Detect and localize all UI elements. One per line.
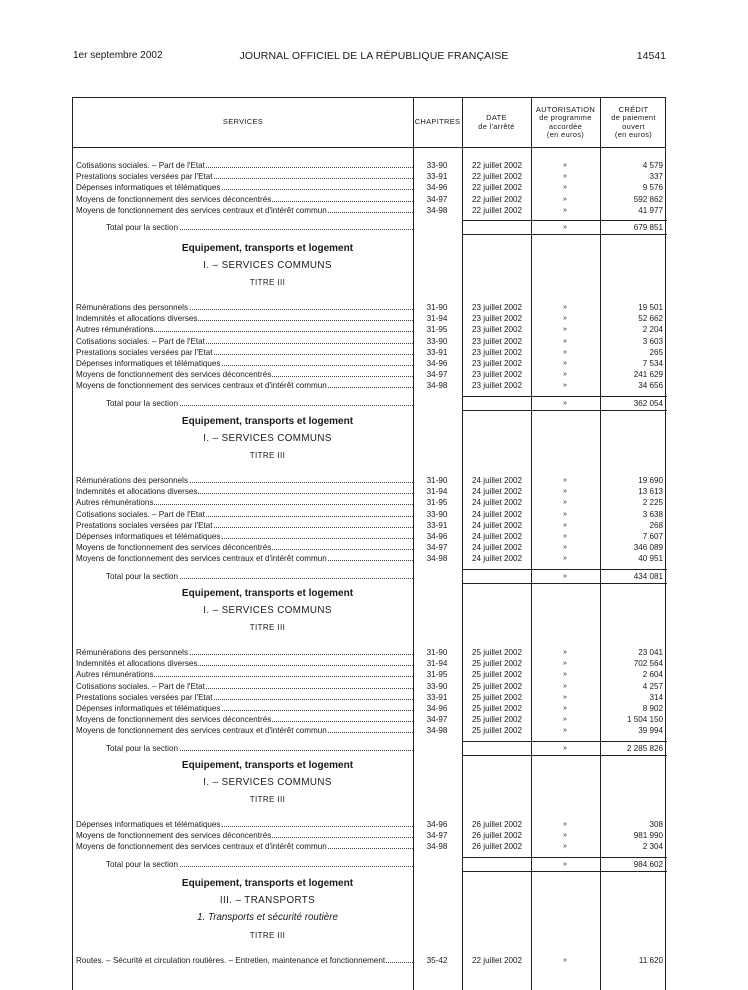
date-cell: 22 juillet 2002 bbox=[472, 172, 522, 182]
col-header-chapitres: CHAPITRES bbox=[414, 117, 461, 127]
chapitre-cell: 34-96 bbox=[426, 359, 448, 368]
chapitre-cell: 31-95 bbox=[426, 670, 448, 680]
table-row bbox=[73, 324, 667, 335]
service-text: Indemnités et allocations diverses bbox=[76, 487, 198, 497]
service-text: Autres rémunérations bbox=[76, 498, 154, 508]
table-row bbox=[73, 486, 667, 497]
autorisation-cell: » bbox=[563, 682, 567, 690]
service-label bbox=[76, 531, 413, 542]
table-row bbox=[73, 358, 667, 369]
service-text: Moyens de fonctionnement des services déconcentrés bbox=[76, 543, 272, 553]
credit-cell: 2 225 bbox=[642, 498, 663, 508]
service-label bbox=[76, 369, 413, 380]
total-row bbox=[73, 743, 667, 754]
service-label bbox=[76, 819, 413, 830]
service-label bbox=[76, 160, 413, 171]
subsection-heading: 1. Transports et sécurité routière bbox=[197, 912, 338, 923]
chapitre-cell: 34-97 bbox=[426, 831, 448, 841]
autorisation-cell: » bbox=[563, 957, 567, 964]
table-row bbox=[73, 182, 667, 193]
col-header-autorisation: AUTORISATION de programme accordée (en euros) bbox=[535, 104, 596, 139]
total-label bbox=[106, 859, 413, 870]
service-label bbox=[76, 194, 413, 205]
autorisation-cell: » bbox=[563, 521, 567, 529]
chapitre-cell: 34-97 bbox=[426, 543, 448, 553]
total-credit-cell: 362 054 bbox=[633, 398, 663, 408]
service-label bbox=[76, 841, 413, 852]
titre-heading: TITRE III bbox=[249, 623, 286, 632]
service-text: Rémunérations des personnels bbox=[76, 476, 189, 485]
table-row bbox=[73, 347, 667, 358]
credit-cell: 7 607 bbox=[642, 532, 663, 541]
titre-heading: TITRE III bbox=[249, 451, 286, 460]
total-text: Total pour la section bbox=[106, 398, 178, 408]
chapitre-cell: 31-94 bbox=[426, 487, 448, 497]
total-rule-bottom bbox=[462, 410, 667, 411]
credit-cell: 337 bbox=[649, 172, 663, 182]
service-label bbox=[76, 692, 413, 703]
date-cell: 25 juillet 2002 bbox=[472, 704, 522, 713]
total-label bbox=[106, 222, 413, 233]
date-cell: 24 juillet 2002 bbox=[472, 487, 522, 497]
credit-cell: 265 bbox=[649, 347, 663, 357]
service-label bbox=[76, 553, 413, 564]
credit-cell: 19 690 bbox=[638, 476, 663, 485]
total-label bbox=[106, 743, 413, 754]
section-heading: III. – TRANSPORTS bbox=[219, 895, 316, 906]
credit-cell: 9 576 bbox=[642, 183, 663, 193]
chapitre-cell: 31-94 bbox=[426, 659, 448, 669]
service-text: Cotisations sociales. – Part de l'Etat bbox=[76, 509, 205, 519]
date-cell: 24 juillet 2002 bbox=[472, 554, 522, 564]
service-label bbox=[76, 509, 413, 520]
header-rule bbox=[73, 147, 665, 148]
table-row bbox=[73, 681, 667, 692]
total-credit-cell: 679 851 bbox=[633, 223, 663, 232]
date-cell: 25 juillet 2002 bbox=[472, 726, 522, 736]
total-rule-top bbox=[462, 741, 667, 742]
credit-cell: 23 041 bbox=[638, 648, 663, 657]
chapitre-cell: 33-90 bbox=[426, 509, 448, 519]
total-autorisation-cell: » bbox=[563, 572, 567, 580]
credit-cell: 13 613 bbox=[638, 487, 663, 497]
autorisation-cell: » bbox=[563, 705, 567, 712]
autorisation-cell: » bbox=[563, 727, 567, 735]
date-cell: 24 juillet 2002 bbox=[472, 532, 522, 541]
service-text: Indemnités et allocations diverses bbox=[76, 314, 198, 324]
chapitre-cell: 34-97 bbox=[426, 194, 448, 204]
table-row bbox=[73, 647, 667, 658]
chapitre-cell: 34-98 bbox=[426, 726, 448, 736]
total-rule-top bbox=[462, 857, 667, 858]
service-label bbox=[76, 955, 413, 966]
credit-cell: 2 204 bbox=[642, 325, 663, 335]
total-autorisation-cell: » bbox=[563, 744, 567, 752]
credit-cell: 1 504 150 bbox=[626, 715, 663, 725]
service-text: Moyens de fonctionnement des services centraux et d'intérêt commun bbox=[76, 205, 327, 215]
chapitre-cell: 34-98 bbox=[426, 554, 448, 564]
service-label bbox=[76, 486, 413, 497]
service-label bbox=[76, 324, 413, 335]
chapitre-cell: 31-95 bbox=[426, 498, 448, 508]
autorisation-cell: » bbox=[563, 173, 567, 181]
service-text: Cotisations sociales. – Part de l'Etat bbox=[76, 161, 205, 170]
chapitre-cell: 31-90 bbox=[426, 648, 448, 657]
date-cell: 25 juillet 2002 bbox=[472, 692, 522, 702]
service-label bbox=[76, 205, 413, 216]
autorisation-cell: » bbox=[563, 195, 567, 203]
total-autorisation-cell: » bbox=[563, 860, 567, 868]
date-cell: 23 juillet 2002 bbox=[472, 381, 522, 391]
chapitre-cell: 33-91 bbox=[426, 692, 448, 702]
credit-cell: 19 501 bbox=[638, 303, 663, 312]
table-row bbox=[73, 205, 667, 216]
credit-cell: 268 bbox=[649, 520, 663, 530]
service-label bbox=[76, 714, 413, 725]
date-cell: 24 juillet 2002 bbox=[472, 520, 522, 530]
service-label bbox=[76, 182, 413, 193]
total-credit-cell: 984 602 bbox=[633, 859, 663, 869]
chapitre-cell: 34-97 bbox=[426, 715, 448, 725]
table-row bbox=[73, 194, 667, 205]
service-label bbox=[76, 475, 413, 486]
col-header-services: SERVICES bbox=[222, 117, 264, 127]
credit-cell: 41 977 bbox=[638, 205, 663, 215]
section-heading: I. – SERVICES COMMUNS bbox=[203, 777, 332, 788]
service-text: Autres rémunérations bbox=[76, 670, 154, 680]
service-text: Moyens de fonctionnement des services centraux et d'intérêt commun bbox=[76, 726, 327, 736]
service-label bbox=[76, 669, 413, 680]
date-cell: 25 juillet 2002 bbox=[472, 670, 522, 680]
service-text: Moyens de fonctionnement des services centraux et d'intérêt commun bbox=[76, 554, 327, 564]
service-label bbox=[76, 313, 413, 324]
autorisation-cell: » bbox=[563, 821, 567, 828]
total-row bbox=[73, 222, 667, 233]
service-text: Moyens de fonctionnement des services déconcentrés bbox=[76, 194, 272, 204]
table-row bbox=[73, 669, 667, 680]
service-text: Indemnités et allocations diverses bbox=[76, 659, 198, 669]
credit-cell: 7 534 bbox=[642, 359, 663, 368]
table-row bbox=[73, 703, 667, 714]
chapitre-cell: 31-94 bbox=[426, 314, 448, 324]
credit-cell: 40 951 bbox=[638, 554, 663, 564]
service-text: Dépenses informatiques et télématiques bbox=[76, 359, 221, 368]
table-row bbox=[73, 171, 667, 182]
date-cell: 25 juillet 2002 bbox=[472, 681, 522, 691]
table-row bbox=[73, 553, 667, 564]
date-cell: 25 juillet 2002 bbox=[472, 715, 522, 725]
total-row bbox=[73, 571, 667, 582]
credits-table bbox=[72, 97, 666, 990]
date-cell: 23 juillet 2002 bbox=[472, 303, 522, 312]
date-cell: 22 juillet 2002 bbox=[472, 161, 522, 170]
service-text: Prestations sociales versées par l'Etat bbox=[76, 520, 213, 530]
date-cell: 22 juillet 2002 bbox=[472, 194, 522, 204]
autorisation-cell: » bbox=[563, 499, 567, 507]
table-row bbox=[73, 955, 667, 966]
service-label bbox=[76, 542, 413, 553]
credit-cell: 981 990 bbox=[633, 831, 663, 841]
header-date: 1er septembre 2002 bbox=[73, 50, 163, 61]
table-row bbox=[73, 336, 667, 347]
table-row bbox=[73, 497, 667, 508]
service-label bbox=[76, 703, 413, 714]
autorisation-cell: » bbox=[563, 206, 567, 214]
table-row bbox=[73, 714, 667, 725]
autorisation-cell: » bbox=[563, 533, 567, 540]
table-row bbox=[73, 658, 667, 669]
ministry-heading: Equipement, transports et logement bbox=[181, 416, 354, 427]
col-header-credit: CRÉDIT de paiement ouvert (en euros) bbox=[611, 104, 656, 139]
date-cell: 25 juillet 2002 bbox=[472, 648, 522, 657]
total-rule-bottom bbox=[462, 234, 667, 235]
total-rule-top bbox=[462, 569, 667, 570]
header-page-number: 14541 bbox=[636, 50, 666, 62]
date-cell: 22 juillet 2002 bbox=[472, 205, 522, 215]
autorisation-cell: » bbox=[563, 382, 567, 390]
table-row bbox=[73, 313, 667, 324]
service-label bbox=[76, 647, 413, 658]
service-label bbox=[76, 830, 413, 841]
table-row bbox=[73, 302, 667, 313]
autorisation-cell: » bbox=[563, 477, 567, 484]
credit-cell: 52 662 bbox=[638, 314, 663, 324]
service-label bbox=[76, 681, 413, 692]
autorisation-cell: » bbox=[563, 371, 567, 379]
total-rule-top bbox=[462, 396, 667, 397]
ministry-heading: Equipement, transports et logement bbox=[181, 243, 354, 254]
credit-cell: 34 656 bbox=[638, 381, 663, 391]
service-label bbox=[76, 336, 413, 347]
section-heading: I. – SERVICES COMMUNS bbox=[203, 260, 332, 271]
chapitre-cell: 33-90 bbox=[426, 336, 448, 346]
chapitre-cell: 33-90 bbox=[426, 161, 448, 170]
service-text: Prestations sociales versées par l'Etat bbox=[76, 172, 213, 182]
total-row bbox=[73, 859, 667, 870]
chapitre-cell: 34-97 bbox=[426, 370, 448, 380]
table-row bbox=[73, 520, 667, 531]
autorisation-cell: » bbox=[563, 315, 567, 323]
autorisation-cell: » bbox=[563, 544, 567, 552]
chapitre-cell: 31-95 bbox=[426, 325, 448, 335]
credit-cell: 4 579 bbox=[642, 161, 663, 170]
date-cell: 23 juillet 2002 bbox=[472, 336, 522, 346]
service-text: Rémunérations des personnels bbox=[76, 303, 189, 312]
table-row bbox=[73, 819, 667, 830]
service-label bbox=[76, 171, 413, 182]
autorisation-cell: » bbox=[563, 488, 567, 496]
total-text: Total pour la section bbox=[106, 859, 178, 869]
chapitre-cell: 33-91 bbox=[426, 172, 448, 182]
autorisation-cell: » bbox=[563, 162, 567, 169]
total-credit-cell: 2 285 826 bbox=[626, 743, 663, 753]
table-row bbox=[73, 475, 667, 486]
total-rule-bottom bbox=[462, 583, 667, 584]
service-label bbox=[76, 302, 413, 313]
service-text: Moyens de fonctionnement des services déconcentrés bbox=[76, 715, 272, 725]
ministry-heading: Equipement, transports et logement bbox=[181, 588, 354, 599]
credit-cell: 2 304 bbox=[642, 842, 663, 852]
autorisation-cell: » bbox=[563, 693, 567, 701]
credit-cell: 314 bbox=[649, 692, 663, 702]
credit-cell: 346 089 bbox=[633, 543, 663, 553]
chapitre-cell: 33-90 bbox=[426, 681, 448, 691]
service-text: Moyens de fonctionnement des services déconcentrés bbox=[76, 831, 272, 841]
table-row bbox=[73, 509, 667, 520]
autorisation-cell: » bbox=[563, 337, 567, 345]
table-row bbox=[73, 160, 667, 171]
date-cell: 26 juillet 2002 bbox=[472, 820, 522, 829]
service-text: Moyens de fonctionnement des services centraux et d'intérêt commun bbox=[76, 381, 327, 391]
service-label bbox=[76, 380, 413, 391]
credit-cell: 39 994 bbox=[638, 726, 663, 736]
autorisation-cell: » bbox=[563, 348, 567, 356]
credit-cell: 241 629 bbox=[633, 370, 663, 380]
total-rule-bottom bbox=[462, 755, 667, 756]
col-header-date: DATE de l'arrêté bbox=[478, 113, 515, 131]
autorisation-cell: » bbox=[563, 832, 567, 840]
autorisation-cell: » bbox=[563, 510, 567, 518]
date-cell: 24 juillet 2002 bbox=[472, 543, 522, 553]
section-heading: I. – SERVICES COMMUNS bbox=[203, 605, 332, 616]
chapitre-cell: 34-98 bbox=[426, 381, 448, 391]
service-text: Autres rémunérations bbox=[76, 325, 154, 335]
date-cell: 23 juillet 2002 bbox=[472, 314, 522, 324]
credit-cell: 8 902 bbox=[642, 704, 663, 713]
service-text: Prestations sociales versées par l'Etat bbox=[76, 347, 213, 357]
service-text: Rémunérations des personnels bbox=[76, 648, 189, 657]
autorisation-cell: » bbox=[563, 304, 567, 311]
credit-cell: 11 620 bbox=[638, 956, 663, 965]
chapitre-cell: 33-91 bbox=[426, 347, 448, 357]
date-cell: 23 juillet 2002 bbox=[472, 359, 522, 368]
chapitre-cell: 34-96 bbox=[426, 820, 448, 829]
autorisation-cell: » bbox=[563, 649, 567, 656]
table-row bbox=[73, 531, 667, 542]
date-cell: 22 juillet 2002 bbox=[472, 183, 522, 193]
service-text: Dépenses informatiques et télématiques bbox=[76, 183, 221, 193]
table-row bbox=[73, 830, 667, 841]
total-text: Total pour la section bbox=[106, 743, 178, 753]
service-label bbox=[76, 347, 413, 358]
header-title: JOURNAL OFFICIEL DE LA RÉPUBLIQUE FRANÇAISE bbox=[239, 50, 509, 62]
ministry-heading: Equipement, transports et logement bbox=[181, 878, 354, 889]
table-row bbox=[73, 369, 667, 380]
total-label bbox=[106, 571, 413, 582]
total-rule-top bbox=[462, 220, 667, 221]
credit-cell: 2 604 bbox=[642, 670, 663, 680]
service-text: Moyens de fonctionnement des services centraux et d'intérêt commun bbox=[76, 842, 327, 852]
service-label bbox=[76, 658, 413, 669]
autorisation-cell: » bbox=[563, 555, 567, 563]
autorisation-cell: » bbox=[563, 843, 567, 851]
total-autorisation-cell: » bbox=[563, 399, 567, 407]
credit-cell: 4 257 bbox=[642, 681, 663, 691]
chapitre-cell: 34-96 bbox=[426, 704, 448, 713]
chapitre-cell: 34-98 bbox=[426, 842, 448, 852]
service-text: Dépenses informatiques et télématiques bbox=[76, 532, 221, 541]
chapitre-cell: 31-90 bbox=[426, 303, 448, 312]
credit-cell: 702 564 bbox=[633, 659, 663, 669]
date-cell: 26 juillet 2002 bbox=[472, 842, 522, 852]
chapitre-cell: 33-91 bbox=[426, 520, 448, 530]
section-heading: I. – SERVICES COMMUNS bbox=[203, 433, 332, 444]
service-text: Cotisations sociales. – Part de l'Etat bbox=[76, 336, 205, 346]
titre-heading: TITRE III bbox=[249, 931, 286, 940]
date-cell: 22 juillet 2002 bbox=[472, 956, 522, 965]
service-label bbox=[76, 725, 413, 736]
date-cell: 23 juillet 2002 bbox=[472, 347, 522, 357]
autorisation-cell: » bbox=[563, 671, 567, 679]
date-cell: 24 juillet 2002 bbox=[472, 509, 522, 519]
date-cell: 24 juillet 2002 bbox=[472, 498, 522, 508]
chapitre-cell: 34-96 bbox=[426, 532, 448, 541]
service-label bbox=[76, 358, 413, 369]
date-cell: 26 juillet 2002 bbox=[472, 831, 522, 841]
autorisation-cell: » bbox=[563, 660, 567, 668]
date-cell: 25 juillet 2002 bbox=[472, 659, 522, 669]
table-row bbox=[73, 542, 667, 553]
service-text: Dépenses informatiques et télématiques bbox=[76, 820, 221, 829]
date-cell: 24 juillet 2002 bbox=[472, 476, 522, 485]
chapitre-cell: 35-42 bbox=[426, 956, 448, 965]
service-text: Routes. – Sécurité et circulation routières. – Entretien, maintenance et fonctionnement bbox=[76, 956, 386, 965]
service-text: Prestations sociales versées par l'Etat bbox=[76, 692, 213, 702]
autorisation-cell: » bbox=[563, 326, 567, 334]
credit-cell: 308 bbox=[649, 820, 663, 829]
credit-cell: 3 638 bbox=[642, 509, 663, 519]
table-row bbox=[73, 725, 667, 736]
total-text: Total pour la section bbox=[106, 571, 178, 581]
service-text: Dépenses informatiques et télématiques bbox=[76, 704, 221, 713]
credit-cell: 592 862 bbox=[633, 194, 663, 204]
total-row bbox=[73, 398, 667, 409]
service-label bbox=[76, 520, 413, 531]
table-row bbox=[73, 692, 667, 703]
table-row bbox=[73, 380, 667, 391]
ministry-heading: Equipement, transports et logement bbox=[181, 760, 354, 771]
chapitre-cell: 34-96 bbox=[426, 183, 448, 193]
chapitre-cell: 31-90 bbox=[426, 476, 448, 485]
chapitre-cell: 34-98 bbox=[426, 205, 448, 215]
total-label bbox=[106, 398, 413, 409]
titre-heading: TITRE III bbox=[249, 795, 286, 804]
service-label bbox=[76, 497, 413, 508]
titre-heading: TITRE III bbox=[249, 278, 286, 287]
total-credit-cell: 434 081 bbox=[633, 571, 663, 581]
date-cell: 23 juillet 2002 bbox=[472, 370, 522, 380]
total-autorisation-cell: » bbox=[563, 224, 567, 231]
date-cell: 23 juillet 2002 bbox=[472, 325, 522, 335]
autorisation-cell: » bbox=[563, 360, 567, 367]
service-text: Moyens de fonctionnement des services déconcentrés bbox=[76, 370, 272, 380]
service-text: Cotisations sociales. – Part de l'Etat bbox=[76, 681, 205, 691]
autorisation-cell: » bbox=[563, 184, 567, 192]
table-row bbox=[73, 841, 667, 852]
total-text: Total pour la section bbox=[106, 223, 178, 232]
total-rule-bottom bbox=[462, 871, 667, 872]
autorisation-cell: » bbox=[563, 716, 567, 724]
credit-cell: 3 603 bbox=[642, 336, 663, 346]
